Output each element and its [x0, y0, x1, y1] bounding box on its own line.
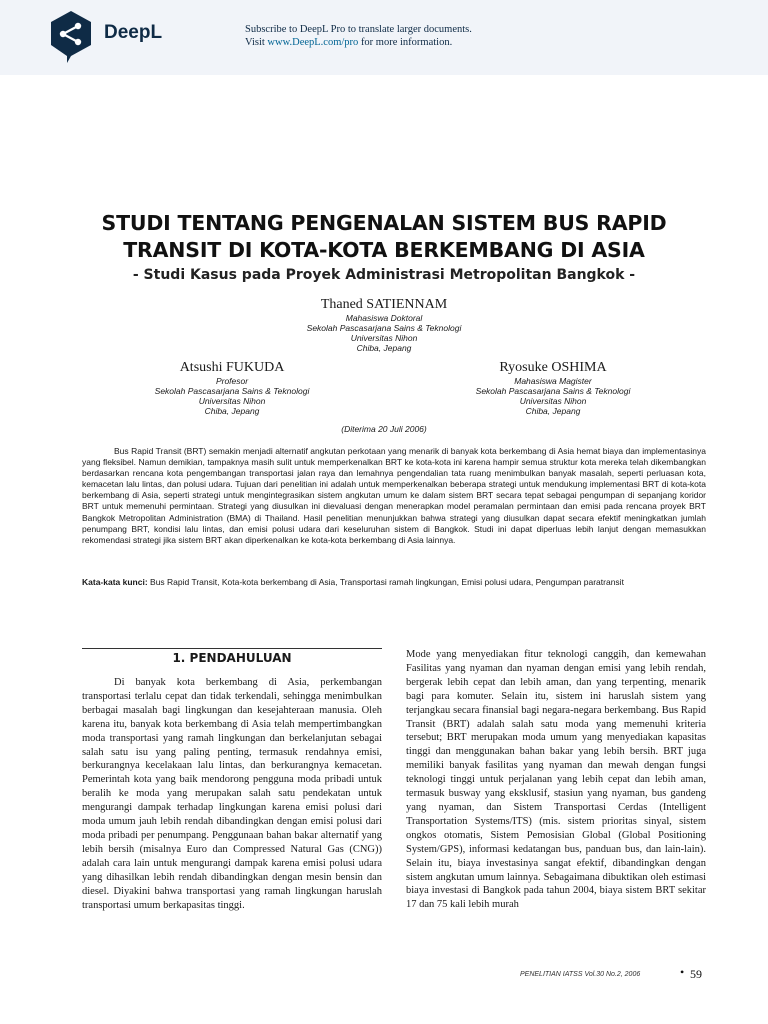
- abstract: Bus Rapid Transit (BRT) semakin menjadi alternatif angkutan perkotaan yang menarik di banyak kota berkembang di Asia hemat biaya dan implementasinya yang fleksibel. Namun demikian, tampaknya masih sulit untuk memperkenalkan BRT ke kota-kota ini karena hampir semua struktur kota mereka telah dikembangkan berdasarkan rencana kota pengembangan transportasi jalan raya dan lemahnya pengendalian tata ruang menimbulkan banyak masalah, seperti perluasan kota, kemacetan lalu lintas, dan polusi udara. Tujuan dari penelitian ini adalah untuk memperkenalkan beberapa strategi untuk mendukung implementasi BRT di kota-kota berkembang di Asia, seperti strategi untuk mengintegrasikan sistem angkutan umum ke dalam sistem BRT secara tepat sebagai pengumpan di sepanjang koridor BRT untuk memenuhi permintaan. Strategi yang diusulkan ini dievaluasi dengan menerapkan model peramalan permintaan dan emisi pada rencana proyek BRT Bangkok Metropolitan Administration (BMA) di Thailand. Hasil penelitian menunjukkan bahwa strategi yang diusulkan dapat secara efektif meningkatkan jumlah penumpang BRT, kondisi lalu lintas, dan emisi polusi udara dari keseluruhan sistem di Bangkok. Studi ini dapat diperluas lebih lanjut dengan memasukkan rekomendasi strategi jika sistem BRT akan diperkenalkan ke kota-kota berkembang di Asia lainnya.: [82, 446, 706, 545]
- author-fukuda: [82, 359, 382, 416]
- author-name: Atsushi FUKUDA: [179, 360, 285, 375]
- author-oshima: [403, 359, 703, 416]
- footer-bullet: •: [680, 965, 685, 979]
- title-line-2: TRANSIT DI KOTA-KOTA BERKEMBANG DI ASIA: [123, 238, 645, 262]
- received-date: (Diterima 20 Juli 2006): [341, 424, 427, 434]
- author-name: Thaned SATIENNAM: [320, 297, 448, 312]
- deepl-logo-icon[interactable]: [47, 9, 95, 65]
- author-affiliation: Profesor: [215, 376, 249, 386]
- promo-suffix: for more information.: [358, 37, 453, 48]
- keywords-list: Bus Rapid Transit, Kota-kota berkembang di Asia, Transportasi ramah lingkungan, Emisi polusi udara, Pengumpan paratransit: [147, 577, 624, 587]
- author-affiliation: Mahasiswa Doktoral: [345, 313, 423, 323]
- section-divider: [82, 648, 382, 649]
- section-heading: 1. PENDAHULUAN: [172, 651, 292, 665]
- deepl-logo-text: DeepL: [104, 22, 163, 43]
- author-affiliation: Universitas Nihon: [198, 396, 266, 406]
- deepl-banner: [0, 0, 768, 75]
- body-column-left: Di banyak kota berkembang di Asia, perkembangan transportasi terlalu cepat dan tidak terkendali, sehingga menimbulkan berbagai masalah bagi lingkungan dan kesejahteraan manusia. Oleh karena itu, banyak kota berkembang di Asia telah mempertimbangkan moda transportasi yang ramah lingkungan dan berkelanjutan sebagai salah satu isu yang paling penting, termasuk rendahnya emisi, berkurangnya kecelakaan lalu lintas, dan berkurangnya kemacetan. Pemerintah kota yang baik mendorong pengguna moda pribadi untuk beralih ke moda yang merupakan salah satu pendekatan untuk mengurangi dampak terhadap lingkungan karena emisi polusi dari moda umum jauh lebih rendah dibandingkan dengan emisi polusi dari moda pribadi per penumpang. Penggunaan bahan bakar alternatif yang lebih bersih (misalnya Euro dan Compressed Natural Gas (CNG)) adalah cara lain untuk mengurangi dampak karena emisi polusi udara yang dihasilkan lebih rendah dibandingkan dengan mesin bensin dan diesel. Diyakini bahwa transportasi yang ramah lingkungan haruslah transportasi umum berkapasitas tinggi.: [82, 677, 382, 911]
- journal-citation: PENELITIAN IATSS Vol.30 No.2, 2006: [520, 971, 641, 978]
- promo-line-2: [245, 36, 472, 49]
- author-name: Ryosuke OSHIMA: [499, 360, 607, 375]
- author-affiliation: Universitas Nihon: [519, 396, 587, 406]
- keywords-label: Kata-kata kunci:: [82, 577, 148, 587]
- author-affiliation: Mahasiswa Magister: [514, 376, 592, 386]
- body-column-right: Mode yang menyediakan fitur teknologi canggih, dan kemewahan Fasilitas yang nyaman dan nyaman dengan emisi yang lebih rendah, bergerak lebih cepat dan lebih aman, dan yang terpenting, menarik bagi para komuter. Selain itu, sistem ini haruslah sistem yang terjangkau secara finansial bagi negara-negara berkembang. Bus Rapid Transit (BRT) adalah salah satu moda yang memenuhi kriteria tersebut; BRT merupakan moda umum yang menyediakan kapasitas tinggi dan menggunakan bahan bakar yang lebih bersih. BRT juga memiliki banyak fasilitas yang nyaman dan mewah dengan fungsi teknologi tinggi untuk perjalanan yang lebih cepat dan lebih aman, termasuk busway yang eksklusif, stasiun yang nyaman, bus gandeng yang nyaman, dan Sistem Transportasi Cerdas (Intelligent Transportation Systems/ITS) (mis. sistem prioritas sinyal, sistem ongkos otomatis, Sistem Pemosisian Global (Global Positioning System/GPS), informasi kedatangan bus, panduan bus, dan lain-lain). Selain itu, biaya investasinya sangat efektif, dibandingkan dengan sistem angkutan umum lainnya. Sebagaimana dibuktikan oleh estimasi biaya investasi di Bangkok pada tahun 2004, biaya sistem BRT sekitar 17 dan 75 kali lebih murah: [406, 649, 706, 911]
- deepl-pro-link[interactable]: www.DeepL.com/pro: [267, 37, 359, 48]
- author-affiliation: Chiba, Jepang: [356, 343, 412, 353]
- paper-title: [60, 210, 708, 264]
- page-number: 59: [690, 967, 702, 981]
- promo-prefix: Visit: [245, 37, 268, 48]
- author-affiliation: Sekolah Pascasarjana Sains & Teknologi: [306, 323, 462, 333]
- title-line-1: STUDI TENTANG PENGENALAN SISTEM BUS RAPID: [101, 211, 667, 235]
- author-affiliation: Chiba, Jepang: [204, 406, 260, 416]
- promo-line-1: Subscribe to DeepL Pro to translate larger documents.: [245, 24, 472, 35]
- keywords: [82, 577, 706, 587]
- author-affiliation: Universitas Nihon: [350, 333, 418, 343]
- author-affiliation: Sekolah Pascasarjana Sains & Teknologi: [475, 386, 631, 396]
- paper-subtitle: - Studi Kasus pada Proyek Administrasi Metropolitan Bangkok -: [132, 267, 636, 283]
- promo-text: [245, 23, 472, 49]
- author-affiliation: Sekolah Pascasarjana Sains & Teknologi: [154, 386, 310, 396]
- author-satiennam: [234, 296, 534, 353]
- author-affiliation: Chiba, Jepang: [525, 406, 581, 416]
